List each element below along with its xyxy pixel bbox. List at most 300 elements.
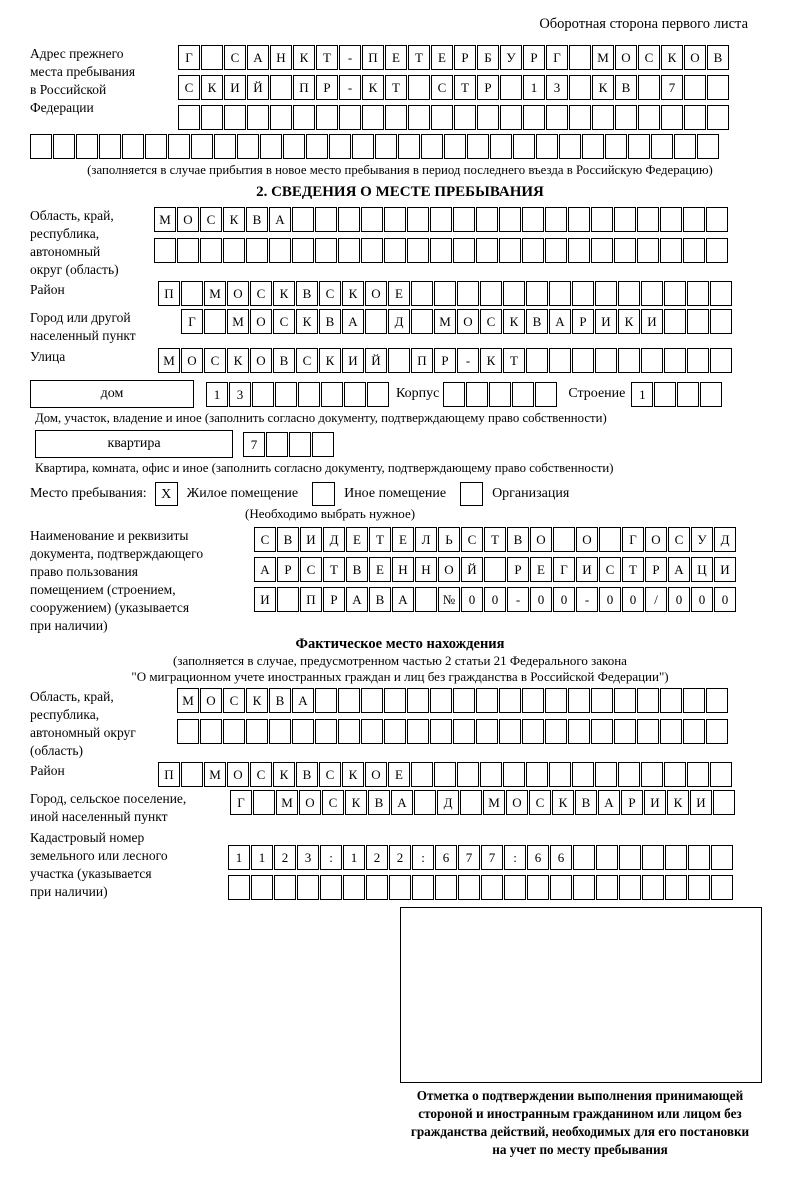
stroenie-label: Строение [568, 386, 626, 401]
char-box: С [200, 207, 222, 232]
korpus-label: Корпус [396, 386, 440, 401]
char-box [292, 719, 314, 744]
char-box: Г [181, 309, 203, 334]
char-box [677, 382, 699, 407]
label-line: места пребывания [30, 64, 136, 79]
char-box [706, 238, 728, 263]
label-line: в Российской [30, 82, 107, 97]
char-box: 1 [523, 75, 545, 100]
char-box [637, 238, 659, 263]
char-box: О [438, 557, 460, 582]
char-box: П [411, 348, 433, 373]
city-label [30, 309, 181, 345]
char-box [553, 527, 575, 552]
char-box [569, 105, 591, 130]
char-box [535, 382, 557, 407]
cadastre-rows [228, 845, 734, 900]
char-box: О [299, 790, 321, 815]
street-label: Улица [30, 349, 66, 364]
char-box [664, 281, 686, 306]
char-box [683, 688, 705, 713]
char-box: Р [454, 45, 476, 70]
label-line: Кадастровый номер [30, 830, 145, 845]
char-box: Е [530, 557, 552, 582]
char-box: 1 [206, 382, 228, 407]
label-line: участка (указывается [30, 866, 152, 881]
char-box: Т [323, 557, 345, 582]
char-box: В [346, 557, 368, 582]
char-box [499, 719, 521, 744]
char-box [546, 105, 568, 130]
label-line: Наименование и реквизиты [30, 528, 189, 543]
char-box: М [592, 45, 614, 70]
char-box [697, 134, 719, 159]
house-caption: Дом, участок, владение и иное (заполнить согласно документу, подтверждающему право собственности) [35, 411, 607, 425]
char-box: В [615, 75, 637, 100]
char-box [466, 382, 488, 407]
char-box: 6 [550, 845, 572, 870]
char-box [573, 875, 595, 900]
char-box [545, 719, 567, 744]
char-box: 0 [714, 587, 736, 612]
char-boxes-row [230, 790, 736, 815]
char-box: 7 [243, 432, 265, 457]
char-box [591, 719, 613, 744]
char-box [246, 238, 268, 263]
char-box: Е [385, 45, 407, 70]
char-box: О [576, 527, 598, 552]
char-box [367, 382, 389, 407]
char-box: Н [415, 557, 437, 582]
char-box: С [223, 688, 245, 713]
char-box: 6 [435, 845, 457, 870]
char-box: С [461, 527, 483, 552]
char-box: С [178, 75, 200, 100]
char-box: Р [572, 309, 594, 334]
char-box [568, 688, 590, 713]
char-box: Р [645, 557, 667, 582]
char-box [315, 238, 337, 263]
char-box: Т [484, 527, 506, 552]
char-box [237, 134, 259, 159]
char-box: Д [714, 527, 736, 552]
stamp-note [388, 1087, 772, 1159]
char-box: М [158, 348, 180, 373]
char-box [568, 238, 590, 263]
char-box [684, 105, 706, 130]
char-box: О [506, 790, 528, 815]
char-box: В [277, 527, 299, 552]
char-box: О [615, 45, 637, 70]
char-box: 0 [484, 587, 506, 612]
char-box: С [204, 348, 226, 373]
char-box: В [575, 790, 597, 815]
street-block [30, 348, 770, 373]
char-box [430, 207, 452, 232]
char-box: И [300, 527, 322, 552]
fact-district-block [30, 762, 770, 787]
char-box [338, 207, 360, 232]
label-line: Адрес прежнего [30, 46, 124, 61]
char-box: А [668, 557, 690, 582]
char-box [453, 688, 475, 713]
char-box [591, 688, 613, 713]
char-box [476, 719, 498, 744]
char-box: Р [323, 587, 345, 612]
char-box: 0 [599, 587, 621, 612]
char-box: Р [523, 45, 545, 70]
checkbox-other-premises [312, 482, 335, 506]
char-boxes-row [178, 105, 730, 130]
char-box: 0 [553, 587, 575, 612]
char-box [710, 348, 732, 373]
char-box [536, 134, 558, 159]
label-line: помещением (строением, [30, 582, 176, 597]
char-box [457, 281, 479, 306]
char-box: Е [388, 281, 410, 306]
char-box: К [223, 207, 245, 232]
char-box [223, 719, 245, 744]
char-box: С [322, 790, 344, 815]
char-box [178, 105, 200, 130]
region-rows [154, 207, 729, 263]
char-box [407, 238, 429, 263]
char-box [481, 875, 503, 900]
char-box: Н [270, 45, 292, 70]
char-boxes-row [154, 238, 729, 263]
char-box: К [201, 75, 223, 100]
char-box [283, 134, 305, 159]
char-box: И [576, 557, 598, 582]
fact-district-label: Район [30, 763, 65, 778]
option-other-premises-label: Иное помещение [344, 486, 447, 501]
label-line: республика, [30, 707, 100, 722]
char-box: М [276, 790, 298, 815]
char-box [549, 281, 571, 306]
char-box: Т [369, 527, 391, 552]
char-box [568, 207, 590, 232]
char-box [642, 875, 664, 900]
char-box [700, 382, 722, 407]
char-box [453, 238, 475, 263]
cadastre-block [30, 829, 770, 901]
cadastre-label [30, 829, 228, 901]
checkbox-residential: X [155, 482, 178, 506]
char-box [407, 719, 429, 744]
house-row [30, 380, 770, 408]
label-line: автономный округ [30, 725, 136, 740]
apartment-caption: Квартира, комната, офис и иное (заполнить согласно документу, подтверждающему право собственности) [35, 461, 614, 475]
char-box [30, 134, 52, 159]
stay-type-row [30, 482, 770, 506]
char-box [687, 309, 709, 334]
char-box [687, 762, 709, 787]
stay-type-label: Место пребывания: [30, 486, 147, 501]
char-box [201, 105, 223, 130]
char-box [572, 762, 594, 787]
char-box: - [457, 348, 479, 373]
char-box: К [480, 348, 502, 373]
char-box [298, 382, 320, 407]
char-box [522, 238, 544, 263]
char-box [200, 238, 222, 263]
char-box: О [181, 348, 203, 373]
char-box [201, 45, 223, 70]
label-line: при наличии) [30, 884, 108, 899]
char-box [614, 719, 636, 744]
char-box [453, 207, 475, 232]
label-line: округ (область) [30, 262, 119, 277]
char-box: С [668, 527, 690, 552]
char-box: О [530, 527, 552, 552]
char-box: У [691, 527, 713, 552]
char-box [389, 875, 411, 900]
char-box: Ц [691, 557, 713, 582]
char-box [145, 134, 167, 159]
char-box [660, 688, 682, 713]
char-box: Т [454, 75, 476, 100]
char-box: 0 [668, 587, 690, 612]
char-box [706, 207, 728, 232]
char-box [522, 719, 544, 744]
char-box [361, 688, 383, 713]
char-box [338, 238, 360, 263]
char-box [499, 238, 521, 263]
char-box: С [250, 762, 272, 787]
char-box: Т [503, 348, 525, 373]
label-line: Федерации [30, 100, 94, 115]
char-box [398, 134, 420, 159]
label-line: стороной и иностранным гражданином или лицом без [418, 1106, 742, 1121]
char-boxes-row [443, 382, 558, 407]
document-label [30, 527, 254, 635]
char-boxes-row [177, 719, 729, 744]
label-line: республика, [30, 226, 100, 241]
label-line: Область, край, [30, 208, 114, 223]
char-box: Й [365, 348, 387, 373]
char-box: 2 [366, 845, 388, 870]
char-box [499, 688, 521, 713]
stay-type-note: (Необходимо выбрать нужное) [245, 506, 416, 521]
prev-address-overflow-row [30, 134, 770, 159]
label-line: иной населенный пункт [30, 809, 168, 824]
char-box [154, 238, 176, 263]
char-box [315, 207, 337, 232]
checkbox-organization [460, 482, 483, 506]
char-box: : [412, 845, 434, 870]
char-box [292, 238, 314, 263]
char-box [200, 719, 222, 744]
char-box [320, 875, 342, 900]
char-box [641, 281, 663, 306]
char-box: К [319, 348, 341, 373]
char-box: Р [316, 75, 338, 100]
fact-city-label [30, 790, 230, 826]
char-box [688, 875, 710, 900]
char-box [545, 238, 567, 263]
char-box [292, 207, 314, 232]
char-box: К [503, 309, 525, 334]
char-box [545, 688, 567, 713]
char-box [260, 134, 282, 159]
char-box: С [319, 762, 341, 787]
char-box [477, 105, 499, 130]
char-box: Т [385, 75, 407, 100]
char-box: М [434, 309, 456, 334]
char-box [526, 348, 548, 373]
char-box: С [599, 557, 621, 582]
char-box [476, 207, 498, 232]
char-box: И [690, 790, 712, 815]
char-box: Р [621, 790, 643, 815]
char-box: Г [622, 527, 644, 552]
char-box: Г [178, 45, 200, 70]
char-box [277, 587, 299, 612]
char-box: Т [316, 45, 338, 70]
char-box [414, 790, 436, 815]
char-box [549, 762, 571, 787]
char-box [642, 845, 664, 870]
char-box: / [645, 587, 667, 612]
char-box: В [273, 348, 295, 373]
char-box [344, 382, 366, 407]
option-organization-label: Организация [492, 486, 570, 501]
char-box: М [227, 309, 249, 334]
fact-region-rows [177, 688, 729, 744]
char-box [435, 875, 457, 900]
char-box: К [345, 790, 367, 815]
char-box: К [592, 75, 614, 100]
char-box [503, 281, 525, 306]
district-label: Район [30, 282, 65, 297]
char-box [651, 134, 673, 159]
char-box [599, 527, 621, 552]
char-box [275, 382, 297, 407]
char-box: Е [346, 527, 368, 552]
char-box [711, 845, 733, 870]
char-box [500, 75, 522, 100]
char-box [476, 238, 498, 263]
char-box [415, 587, 437, 612]
char-box: В [526, 309, 548, 334]
char-box: К [362, 75, 384, 100]
char-box: С [431, 75, 453, 100]
char-box [339, 105, 361, 130]
char-box [592, 105, 614, 130]
char-box [315, 719, 337, 744]
char-box [480, 762, 502, 787]
char-box [569, 45, 591, 70]
prev-address-rows [178, 45, 730, 130]
label-line: земельного или лесного [30, 848, 168, 863]
char-box [453, 719, 475, 744]
char-box: К [342, 281, 364, 306]
label-line: автономный [30, 244, 101, 259]
char-box [660, 207, 682, 232]
char-box [329, 134, 351, 159]
char-box [504, 875, 526, 900]
char-box: 3 [546, 75, 568, 100]
char-box [388, 348, 410, 373]
char-box [707, 105, 729, 130]
prev-address-block [30, 45, 770, 130]
char-box [270, 105, 292, 130]
char-box [683, 207, 705, 232]
char-box [572, 348, 594, 373]
char-box [596, 845, 618, 870]
char-box [619, 875, 641, 900]
char-box: Т [622, 557, 644, 582]
char-box [522, 207, 544, 232]
char-box: Д [437, 790, 459, 815]
char-box [683, 238, 705, 263]
char-box: Г [553, 557, 575, 582]
char-box: А [598, 790, 620, 815]
char-boxes-row [177, 688, 729, 713]
char-box [711, 875, 733, 900]
char-box: И [254, 587, 276, 612]
char-box: А [346, 587, 368, 612]
char-box [270, 75, 292, 100]
char-box: Е [431, 45, 453, 70]
char-box: 3 [297, 845, 319, 870]
char-box [654, 382, 676, 407]
char-box: С [250, 281, 272, 306]
char-box: В [246, 207, 268, 232]
city-block [30, 309, 770, 345]
char-box: Т [408, 45, 430, 70]
char-box [361, 719, 383, 744]
char-box [526, 762, 548, 787]
char-box [228, 875, 250, 900]
char-box [660, 719, 682, 744]
char-boxes-row [254, 527, 737, 552]
char-box: Р [434, 348, 456, 373]
fact-note-line2: "О миграционном учете иностранных граждан и лиц без гражданства в Российской Федерации") [131, 669, 669, 684]
char-box: Г [546, 45, 568, 70]
char-box [316, 105, 338, 130]
char-box: 0 [461, 587, 483, 612]
char-box [595, 348, 617, 373]
char-box [503, 762, 525, 787]
char-box [384, 688, 406, 713]
char-box: К [273, 762, 295, 787]
document-block [30, 527, 770, 635]
char-box: В [296, 762, 318, 787]
char-box: В [269, 688, 291, 713]
char-box: О [365, 281, 387, 306]
label-line: Город или другой [30, 310, 131, 325]
char-boxes-row [631, 382, 723, 407]
label-line: Город, сельское поселение, [30, 791, 187, 806]
char-box [191, 134, 213, 159]
char-box: А [269, 207, 291, 232]
char-box: 1 [251, 845, 273, 870]
char-box: В [319, 309, 341, 334]
char-box: С [254, 527, 276, 552]
char-box: : [320, 845, 342, 870]
char-box [476, 688, 498, 713]
char-box: Е [388, 762, 410, 787]
char-box: К [618, 309, 640, 334]
label-line: право пользования [30, 564, 138, 579]
char-box [430, 238, 452, 263]
char-box: П [293, 75, 315, 100]
char-box [434, 762, 456, 787]
char-boxes-row [206, 382, 390, 407]
char-box: О [457, 309, 479, 334]
char-box [637, 207, 659, 232]
